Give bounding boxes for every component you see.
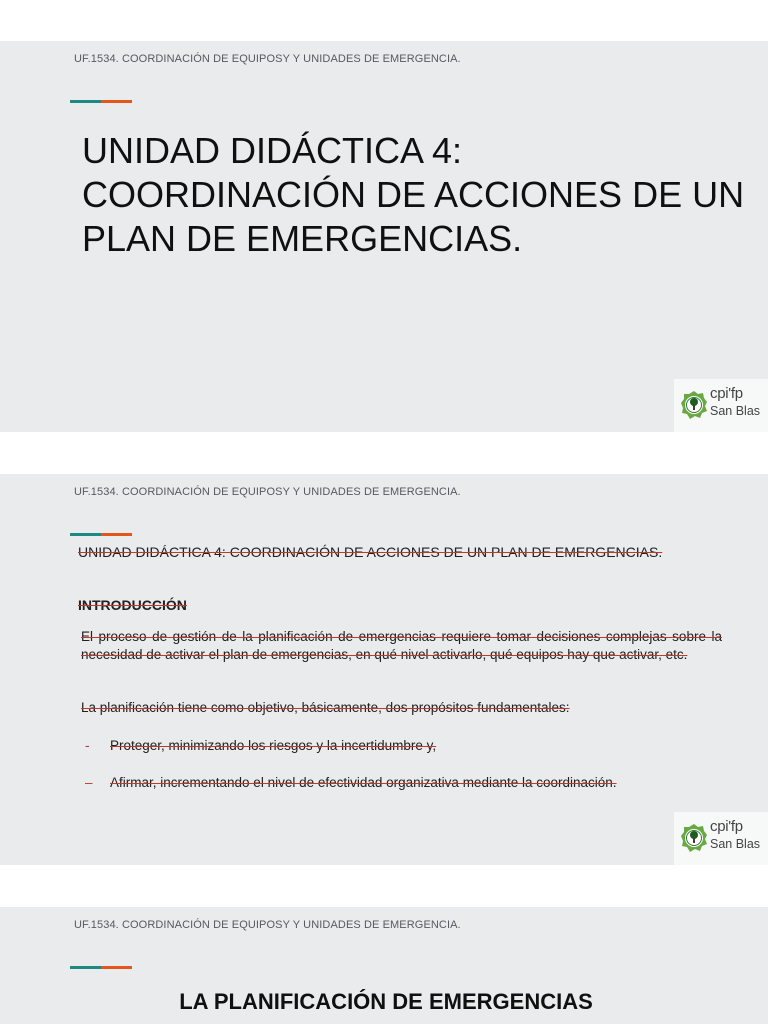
slide-title: [82, 129, 752, 261]
accent-orange: [101, 100, 132, 103]
accent-teal: [70, 533, 101, 536]
logo-text-bottom: San Blas: [710, 404, 761, 418]
bullet-text: Proteger, minimizando los riesgos y la incertidumbre y,: [110, 738, 437, 753]
accent-bar: [70, 966, 132, 969]
bullet-marker: –: [85, 775, 93, 790]
section-heading: INTRODUCCIÓN: [78, 597, 187, 613]
slide-title-line: COORDINACIÓN DE ACCIONES DE UN: [82, 174, 745, 215]
slide-header: UF.1534. COORDINACIÓN DE EQUIPOSY Y UNIDADES DE EMERGENCIA.: [74, 919, 461, 931]
accent-orange: [101, 966, 132, 969]
slide-title-line: PLAN DE EMERGENCIAS.: [82, 218, 523, 259]
accent-orange: [101, 533, 132, 536]
cpifp-logo: [674, 812, 768, 865]
accent-teal: [70, 100, 101, 103]
accent-bar: [70, 100, 132, 103]
intro-paragraph: El proceso de gestión de la planificación de emergencias requiere tomar decisiones complejas sobre la necesidad de activar el plan de emergencias, en qué nivel activarlo, qué equipos hay que activar, etc.: [81, 629, 722, 662]
lead-paragraph: La planificación tiene como objetivo, básicamente, dos propósitos fundamentales:: [81, 700, 570, 715]
cpifp-logo: [674, 379, 768, 432]
slide-header: UF.1534. COORDINACIÓN DE EQUIPOSY Y UNIDADES DE EMERGENCIA.: [74, 53, 461, 65]
slide-header: UF.1534. COORDINACIÓN DE EQUIPOSY Y UNIDADES DE EMERGENCIA.: [74, 486, 461, 498]
slide-title: UNIDAD DIDÁCTICA 4: COORDINACIÓN DE ACCIONES DE UN PLAN DE EMERGENCIAS.: [78, 544, 663, 560]
slide-title: LA PLANIFICACIÓN DE EMERGENCIAS: [179, 989, 593, 1014]
slide-2: [0, 474, 768, 865]
cpifp-emblem-icon: [680, 390, 708, 420]
logo-text-top: cpi'fp: [710, 385, 743, 402]
accent-teal: [70, 966, 101, 969]
bullet-marker: -: [85, 738, 90, 753]
bullet-text: Afirmar, incrementando el nivel de efectividad organizativa mediante la coordinación.: [110, 775, 617, 790]
slide-title-line: UNIDAD DIDÁCTICA 4:: [82, 130, 463, 171]
cpifp-emblem-icon: [680, 823, 708, 853]
logo-text-bottom: San Blas: [710, 837, 761, 851]
slide-1: [0, 41, 768, 432]
logo-text-top: cpi'fp: [710, 818, 743, 835]
list-item: [85, 738, 725, 753]
accent-bar: [70, 533, 132, 536]
list-item: [85, 775, 725, 790]
slide-3: [0, 907, 768, 1024]
